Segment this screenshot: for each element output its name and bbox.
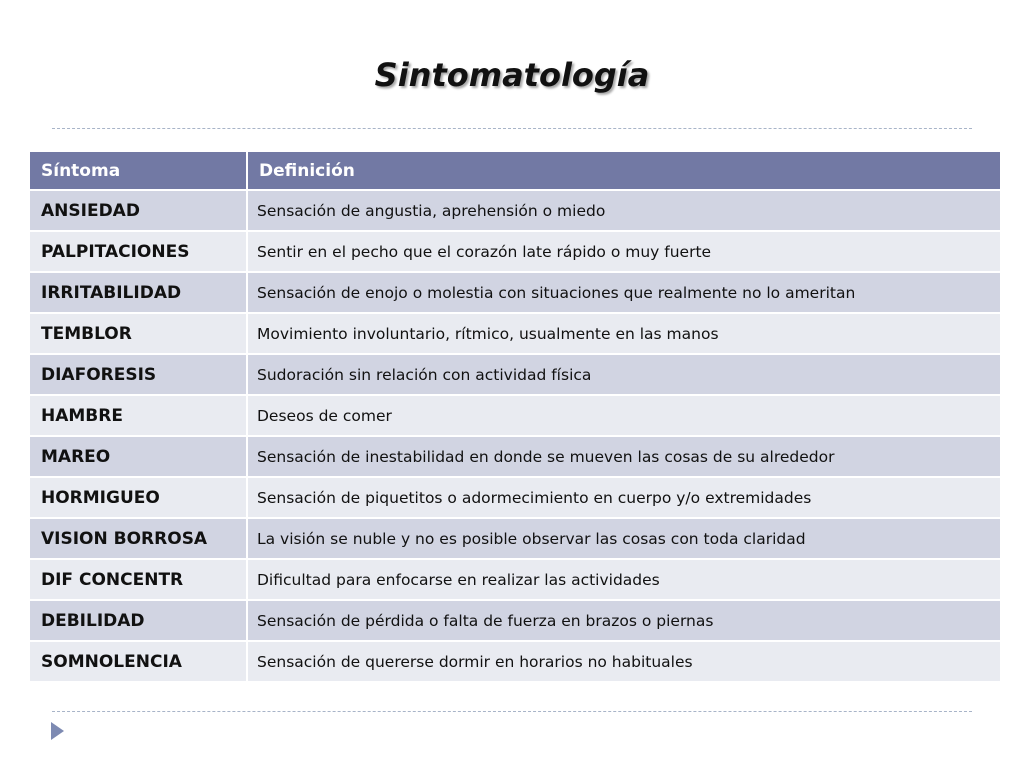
symptom-name: TEMBLOR (29, 313, 247, 354)
symptom-definition: Deseos de comer (247, 395, 1001, 436)
symptom-definition: Sensación de enojo o molestia con situaciones que realmente no lo ameritan (247, 272, 1001, 313)
table-row (29, 272, 1001, 313)
symptom-name: MAREO (29, 436, 247, 477)
header-symptom: Síntoma (29, 151, 247, 190)
symptom-definition: Sensación de angustia, aprehensión o miedo (247, 190, 1001, 231)
symptom-name: HAMBRE (29, 395, 247, 436)
symptom-definition: Movimiento involuntario, rítmico, usualmente en las manos (247, 313, 1001, 354)
symptom-name: ANSIEDAD (29, 190, 247, 231)
symptom-definition: Dificultad para enfocarse en realizar las actividades (247, 559, 1001, 600)
symptom-definition: La visión se nuble y no es posible observar las cosas con toda claridad (247, 518, 1001, 559)
table-row (29, 313, 1001, 354)
header-definition: Definición (247, 151, 1001, 190)
symptoms-table (28, 150, 1002, 683)
bottom-divider (52, 711, 972, 712)
table-row (29, 600, 1001, 641)
symptom-definition: Sensación de quererse dormir en horarios no habituales (247, 641, 1001, 682)
table-row (29, 518, 1001, 559)
symptom-name: PALPITACIONES (29, 231, 247, 272)
table-row (29, 559, 1001, 600)
triangle-right-icon (51, 722, 64, 740)
table-row (29, 436, 1001, 477)
table-row (29, 231, 1001, 272)
table-row (29, 354, 1001, 395)
slide-title: Sintomatología (374, 56, 650, 94)
table-row (29, 641, 1001, 682)
symptom-name: DEBILIDAD (29, 600, 247, 641)
symptom-definition: Sensación de inestabilidad en donde se mueven las cosas de su alrededor (247, 436, 1001, 477)
symptom-definition: Sensación de piquetitos o adormecimiento en cuerpo y/o extremidades (247, 477, 1001, 518)
symptom-name: SOMNOLENCIA (29, 641, 247, 682)
symptom-name: HORMIGUEO (29, 477, 247, 518)
symptom-name: DIF CONCENTR (29, 559, 247, 600)
table-header-row (29, 151, 1001, 190)
top-divider (52, 128, 972, 129)
symptom-name: VISION BORROSA (29, 518, 247, 559)
symptom-definition: Sentir en el pecho que el corazón late rápido o muy fuerte (247, 231, 1001, 272)
table-row (29, 477, 1001, 518)
table-row (29, 190, 1001, 231)
symptom-name: DIAFORESIS (29, 354, 247, 395)
symptom-definition: Sudoración sin relación con actividad física (247, 354, 1001, 395)
table-row (29, 395, 1001, 436)
symptom-name: IRRITABILIDAD (29, 272, 247, 313)
symptom-definition: Sensación de pérdida o falta de fuerza en brazos o piernas (247, 600, 1001, 641)
